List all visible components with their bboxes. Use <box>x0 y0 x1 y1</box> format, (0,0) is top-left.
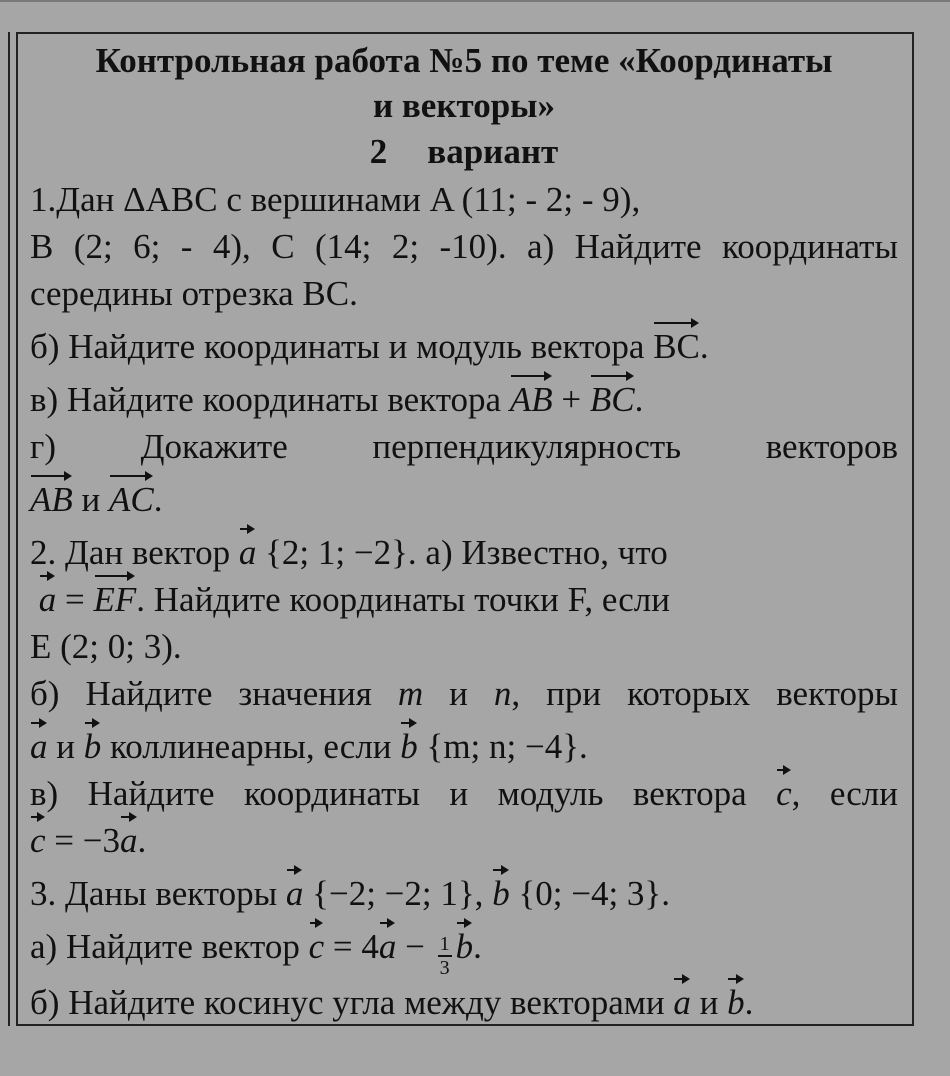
vector-b: b <box>492 870 510 917</box>
vector-b-coords: {m; n; −4}. <box>417 727 588 766</box>
task3-part-b <box>30 979 898 1026</box>
task2-line2 <box>30 576 898 623</box>
vector-ab: AB <box>510 376 553 423</box>
equation-text: = −3 <box>45 821 121 860</box>
task2-text: 2. Дан вектор <box>30 533 239 572</box>
conjunction: и <box>423 674 494 713</box>
equals-sign: = <box>56 580 94 619</box>
fraction-numerator: 1 <box>439 932 450 955</box>
vector-a: a <box>239 529 257 576</box>
title-line-1: Контрольная работа №5 по теме «Координаты <box>95 41 833 80</box>
task2-v-text: , если <box>791 774 898 813</box>
var-m: m <box>397 674 424 713</box>
plus-sign: + <box>552 380 590 419</box>
page-title <box>30 38 898 128</box>
var-n: n <box>493 674 512 713</box>
task1-part-v <box>30 376 898 423</box>
task2-b-text: коллинеарны, если <box>101 727 401 766</box>
vector-ef: EF <box>94 576 137 623</box>
task2-part-b-line2 <box>30 723 898 770</box>
task2-b-text: б) Найдите значения <box>30 674 398 713</box>
vector-a: a <box>39 576 57 623</box>
task2-part-v <box>30 770 898 817</box>
vector-b-coords: {0; −4; 3}. <box>509 874 670 913</box>
conjunction: и <box>72 480 109 519</box>
equation-text: = 4 <box>324 927 379 966</box>
vector-ab: AB <box>30 476 73 523</box>
punct: . <box>699 327 709 366</box>
task2-v-text: в) Найдите координаты и модуль вектора <box>30 774 777 813</box>
task2-line1 <box>30 529 898 576</box>
variant-number: 2 <box>369 132 388 171</box>
task2-text: . а) Известно, что <box>407 533 668 572</box>
vector-ac: AC <box>109 476 154 523</box>
task2-line3: E (2; 0; 3). <box>30 627 182 666</box>
vector-b: b <box>456 923 474 970</box>
task1-line1: 1.Дан ΔABC с вершинами A (11; - 2; - 9), <box>30 180 641 219</box>
task1-b-text: б) Найдите координаты и модуль вектора <box>30 327 654 366</box>
task3-a-text: а) Найдите вектор <box>30 927 309 966</box>
task2-part-v-line2 <box>30 817 898 864</box>
variant-heading <box>30 128 898 176</box>
vector-a: a <box>30 723 48 770</box>
vector-a-coords: {−2; −2; 1}, <box>303 874 493 913</box>
punct: . <box>153 480 163 519</box>
task1-part-g: г) Докажите перпендикулярность векторов <box>30 427 898 466</box>
punct: . <box>634 380 644 419</box>
fraction-denominator: 3 <box>439 956 450 979</box>
variant-word: вариант <box>427 132 559 171</box>
fraction-one-third <box>438 933 452 979</box>
task2-b-text: , при которых векторы <box>511 674 898 713</box>
title-line-2: и векторы» <box>372 86 556 125</box>
vector-bc: BC <box>590 376 635 423</box>
vector-c: c <box>776 770 792 817</box>
task3-b-text: б) Найдите косинус угла между векторами <box>30 982 674 1022</box>
punct: . <box>744 982 754 1022</box>
vector-a: a <box>286 870 304 917</box>
top-border-line <box>0 0 950 2</box>
vector-bc: BC <box>653 323 700 370</box>
vector-b: b <box>727 979 745 1026</box>
task1-line3: середины отрезка BC. <box>30 274 358 313</box>
vector-b: b <box>400 723 418 770</box>
task3-part-a <box>30 923 898 979</box>
task1-part-g-vectors <box>30 476 898 523</box>
conjunction: и <box>690 982 728 1022</box>
task1-v-text: в) Найдите координаты вектора <box>30 380 510 419</box>
task2-part-b <box>30 670 898 717</box>
left-border-line <box>8 32 10 1026</box>
task1-part-b <box>30 323 898 370</box>
task3-line1 <box>30 870 898 917</box>
task1-line2: B (2; 6; - 4), C (14; 2; -10). а) Найдите координаты <box>30 227 898 266</box>
vector-c: c <box>309 923 325 970</box>
task3-text: 3. Даны векторы <box>30 874 286 913</box>
worksheet <box>16 32 914 1026</box>
conjunction: и <box>47 727 84 766</box>
vector-b: b <box>84 723 102 770</box>
punct: . <box>137 821 147 860</box>
vector-a: a <box>673 979 691 1026</box>
minus-sign: − <box>396 927 434 966</box>
task2-text: . Найдите координаты точки F, если <box>136 580 670 619</box>
vector-a: a <box>120 817 138 864</box>
punct: . <box>473 927 482 966</box>
vector-c: c <box>30 817 46 864</box>
vector-a-coords: {2; 1; −2} <box>256 533 408 572</box>
vector-a: a <box>379 923 397 970</box>
